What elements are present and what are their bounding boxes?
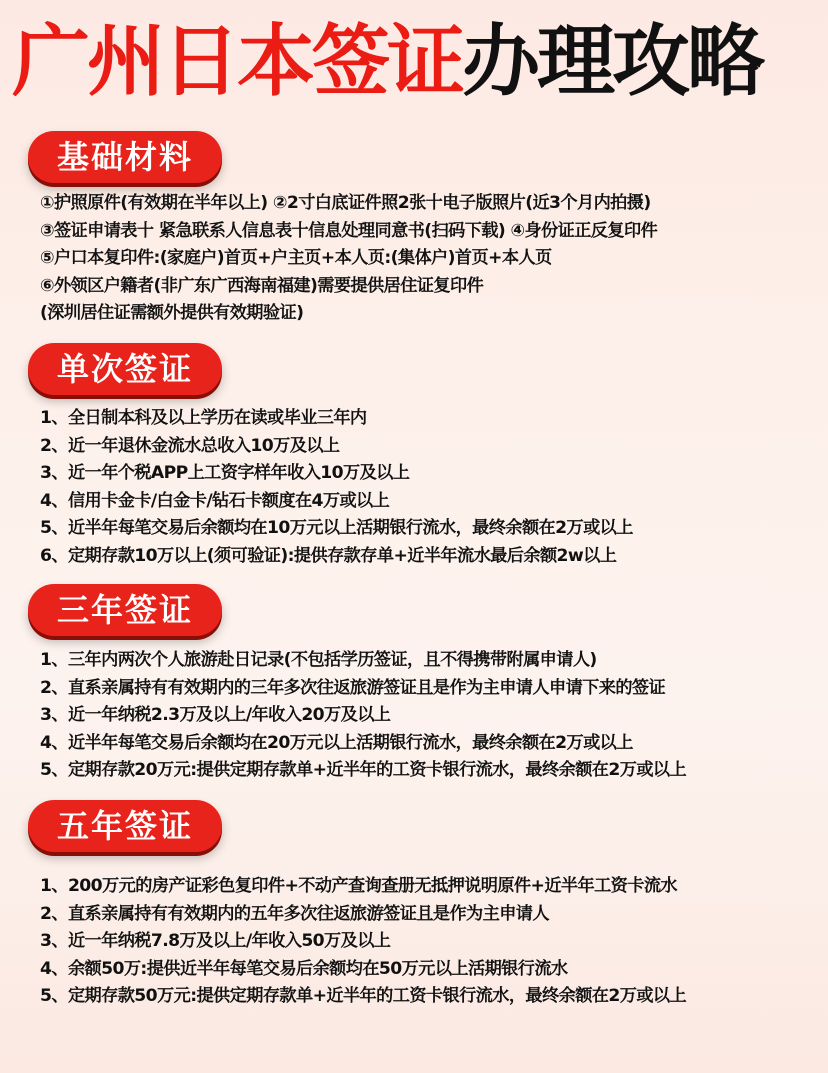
list-item: ⑤户口本复印件:(家庭户)首页+户主页+本人页:(集体户)首页+本人页	[40, 248, 552, 268]
section-three-year-visa	[40, 647, 820, 785]
list-item: 1、全日制本科及以上学历在读或毕业三年内	[40, 408, 367, 428]
page-title	[12, 14, 822, 110]
section-heading-basic-materials: 基础材料	[28, 131, 222, 183]
list-item: ⑥外领区户籍者(非广东广西海南福建)需要提供居住证复印件	[40, 275, 484, 296]
section-basic-materials	[40, 190, 820, 328]
list-item: 3、近一年个税APP上工资字样年收入10万及以上	[40, 463, 410, 483]
list-item: 2、直系亲属持有有效期内的三年多次往返旅游签证且是作为主申请人申请下来的签证	[40, 677, 666, 698]
list-item: 4、余额50万:提供近半年每笔交易后余额均在50万元以上活期银行流水	[40, 958, 568, 979]
list-item: 3、近一年纳税2.3万及以上/年收入20万及以上	[40, 705, 391, 725]
list-item: 5、定期存款50万元:提供定期存款单+近半年的工资卡银行流水，最终余额在2万或以上	[40, 986, 687, 1006]
section-heading-five-year-visa: 五年签证	[28, 800, 222, 852]
list-item: 2、直系亲属持有有效期内的五年多次往返旅游签证且是作为主申请人	[40, 903, 549, 924]
title-red-part: 广州日本签证	[12, 17, 463, 107]
list-item: 5、近半年每笔交易后余额均在10万元以上活期银行流水，最终余额在2万或以上	[40, 518, 633, 538]
section-five-year-visa	[40, 873, 820, 1011]
list-item: ③签证申请表十 紧急联系人信息表十信息处理同意书(扫码下载) ④身份证正反复印件	[40, 220, 658, 241]
section-heading-single-visa: 单次签证	[28, 343, 222, 395]
list-item: 5、定期存款20万元:提供定期存款单+近半年的工资卡银行流水，最终余额在2万或以上	[40, 760, 687, 780]
list-item: ①护照原件(有效期在半年以上) ②2寸白底证件照2张十电子版照片(近3个月内拍摄)	[40, 193, 651, 213]
section-heading-three-year-visa: 三年签证	[28, 584, 222, 636]
list-item: 3、近一年纳税7.8万及以上/年收入50万及以上	[40, 931, 391, 951]
title-black-part: 办理攻略	[462, 17, 763, 107]
list-item: 4、近半年每笔交易后余额均在20万元以上活期银行流水，最终余额在2万或以上	[40, 732, 633, 753]
list-item: 1、三年内两次个人旅游赴日记录(不包括学历签证，且不得携带附属申请人)	[40, 650, 597, 670]
list-item: 4、信用卡金卡/白金卡/钻石卡额度在4万或以上	[40, 490, 390, 511]
list-item: 6、定期存款10万以上(须可验证):提供存款存单+近半年流水最后余额2w以上	[40, 545, 617, 566]
list-item: 2、近一年退休金流水总收入10万及以上	[40, 435, 340, 456]
list-item: 1、200万元的房产证彩色复印件+不动产查询查册无抵押说明原件+近半年工资卡流水	[40, 876, 678, 896]
list-item: (深圳居住证需额外提供有效期验证)	[40, 303, 304, 323]
section-single-visa	[40, 405, 820, 570]
